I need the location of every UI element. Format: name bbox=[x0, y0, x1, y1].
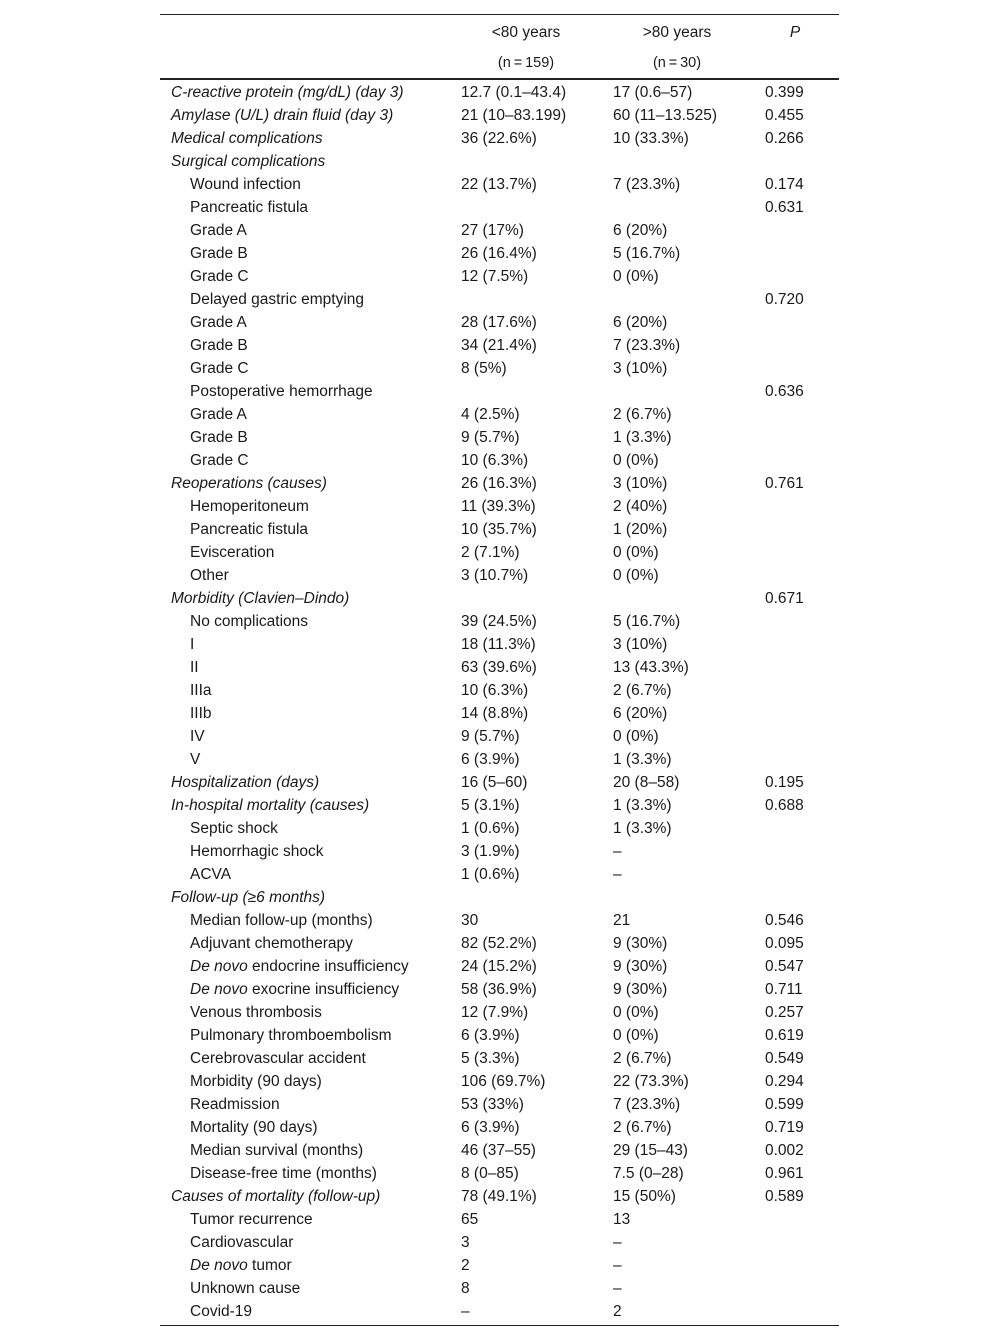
row-label: Readmission bbox=[190, 1096, 280, 1113]
table-row bbox=[160, 863, 839, 886]
value-under-80: 2 (7.1%) bbox=[461, 544, 520, 561]
row-label: V bbox=[190, 751, 201, 768]
table-row bbox=[160, 725, 839, 748]
table-row bbox=[160, 541, 839, 564]
row-label-text: tumor bbox=[252, 1257, 292, 1274]
header-under-80-n: (n = 159) bbox=[497, 55, 555, 71]
value-over-80: 0 (0%) bbox=[613, 268, 659, 285]
value-under-80: 2 bbox=[461, 1257, 470, 1274]
row-label: Grade C bbox=[190, 268, 249, 285]
value-over-80: 0 (0%) bbox=[613, 1027, 659, 1044]
p-value: 0.589 bbox=[765, 1188, 804, 1205]
value-over-80: – bbox=[613, 1257, 622, 1274]
row-label: Other bbox=[190, 567, 229, 584]
value-under-80: 63 (39.6%) bbox=[461, 659, 537, 676]
p-value: 0.266 bbox=[765, 130, 804, 147]
table-row bbox=[160, 472, 839, 495]
value-under-80: 39 (24.5%) bbox=[461, 613, 537, 630]
value-under-80: 5 (3.3%) bbox=[461, 1050, 520, 1067]
table-row bbox=[160, 771, 839, 794]
row-label: Cardiovascular bbox=[190, 1234, 294, 1251]
table-row bbox=[160, 909, 839, 932]
value-under-80: 4 (2.5%) bbox=[461, 406, 520, 423]
table-row bbox=[160, 495, 839, 518]
row-label: Pulmonary thromboembolism bbox=[190, 1027, 392, 1044]
value-under-80: 36 (22.6%) bbox=[461, 130, 537, 147]
value-over-80: 5 (16.7%) bbox=[613, 613, 681, 630]
row-label-text: exocrine insufficiency bbox=[252, 981, 400, 998]
value-over-80: 6 (20%) bbox=[613, 705, 668, 722]
row-label: Grade A bbox=[190, 222, 247, 239]
value-over-80: 1 (3.3%) bbox=[613, 429, 672, 446]
row-label bbox=[190, 1254, 292, 1277]
p-value: 0.547 bbox=[765, 958, 804, 975]
table-row bbox=[160, 978, 839, 1001]
table-row bbox=[160, 1185, 839, 1208]
value-under-80: 30 bbox=[461, 912, 479, 929]
row-label: Wound infection bbox=[190, 176, 301, 193]
table-row bbox=[160, 1277, 839, 1300]
p-value: 0.961 bbox=[765, 1165, 804, 1182]
row-label: Grade A bbox=[190, 406, 247, 423]
row-label bbox=[190, 978, 399, 1001]
row-label: II bbox=[190, 659, 199, 676]
row-label-italic-prefix: De novo bbox=[190, 958, 248, 975]
results-table bbox=[160, 14, 839, 1326]
row-label: Disease-free time (months) bbox=[190, 1165, 377, 1182]
value-under-80: 10 (35.7%) bbox=[461, 521, 537, 538]
row-label: Median survival (months) bbox=[190, 1142, 364, 1159]
value-over-80: 0 (0%) bbox=[613, 567, 659, 584]
value-under-80: 1 (0.6%) bbox=[461, 866, 520, 883]
table-row bbox=[160, 610, 839, 633]
value-over-80: 0 (0%) bbox=[613, 452, 659, 469]
value-over-80: 3 (10%) bbox=[613, 360, 668, 377]
p-value: 0.399 bbox=[765, 84, 804, 101]
table-row bbox=[160, 1116, 839, 1139]
row-label: In-hospital mortality (causes) bbox=[171, 797, 370, 814]
value-over-80: 6 (20%) bbox=[613, 314, 668, 331]
table-row bbox=[160, 150, 839, 173]
value-under-80: 27 (17%) bbox=[461, 222, 524, 239]
value-over-80: 9 (30%) bbox=[613, 935, 668, 952]
value-under-80: 8 bbox=[461, 1280, 470, 1297]
p-value: 0.294 bbox=[765, 1073, 804, 1090]
row-label: Causes of mortality (follow-up) bbox=[171, 1188, 381, 1205]
table-row bbox=[160, 81, 839, 104]
value-over-80: 0 (0%) bbox=[613, 1004, 659, 1021]
value-under-80: 24 (15.2%) bbox=[461, 958, 537, 975]
value-over-80: 13 bbox=[613, 1211, 631, 1228]
row-label: Median follow-up (months) bbox=[190, 912, 373, 929]
table-row bbox=[160, 817, 839, 840]
table-row bbox=[160, 219, 839, 242]
value-over-80: 7 (23.3%) bbox=[613, 337, 681, 354]
value-under-80: 3 bbox=[461, 1234, 470, 1251]
value-under-80: 10 (6.3%) bbox=[461, 452, 529, 469]
value-under-80: 58 (36.9%) bbox=[461, 981, 537, 998]
p-value: 0.257 bbox=[765, 1004, 804, 1021]
row-label bbox=[190, 955, 409, 978]
value-over-80: – bbox=[613, 1234, 622, 1251]
value-under-80: 8 (5%) bbox=[461, 360, 507, 377]
row-label: Cerebrovascular accident bbox=[190, 1050, 366, 1067]
p-value: 0.195 bbox=[765, 774, 804, 791]
row-label: Evisceration bbox=[190, 544, 275, 561]
row-label: Adjuvant chemotherapy bbox=[190, 935, 353, 952]
p-value: 0.688 bbox=[765, 797, 804, 814]
p-value: 0.002 bbox=[765, 1142, 804, 1159]
table-row bbox=[160, 564, 839, 587]
table-row bbox=[160, 1139, 839, 1162]
p-value: 0.619 bbox=[765, 1027, 804, 1044]
value-under-80: 16 (5–60) bbox=[461, 774, 528, 791]
value-over-80: – bbox=[613, 843, 622, 860]
p-value: 0.636 bbox=[765, 383, 804, 400]
value-under-80: 78 (49.1%) bbox=[461, 1188, 537, 1205]
row-label: Mortality (90 days) bbox=[190, 1119, 318, 1136]
p-value: 0.761 bbox=[765, 475, 804, 492]
row-label: IV bbox=[190, 728, 205, 745]
value-over-80: 2 (6.7%) bbox=[613, 1050, 672, 1067]
value-over-80: 15 (50%) bbox=[613, 1188, 676, 1205]
value-over-80: 9 (30%) bbox=[613, 958, 668, 975]
table-row bbox=[160, 311, 839, 334]
value-over-80: 1 (3.3%) bbox=[613, 751, 672, 768]
row-label: Morbidity (Clavien–Dindo) bbox=[171, 590, 350, 607]
row-label: I bbox=[190, 636, 195, 653]
table-row bbox=[160, 656, 839, 679]
row-label: Unknown cause bbox=[190, 1280, 301, 1297]
table-row bbox=[160, 265, 839, 288]
p-value: 0.720 bbox=[765, 291, 804, 308]
row-label: Septic shock bbox=[190, 820, 278, 837]
row-label-text: endocrine insufficiency bbox=[252, 958, 409, 975]
value-over-80: 2 (6.7%) bbox=[613, 406, 672, 423]
table-row bbox=[160, 449, 839, 472]
table-row bbox=[160, 426, 839, 449]
value-under-80: 82 (52.2%) bbox=[461, 935, 537, 952]
value-under-80: 12 (7.9%) bbox=[461, 1004, 529, 1021]
value-over-80: 1 (20%) bbox=[613, 521, 668, 538]
row-label: Grade C bbox=[190, 360, 249, 377]
value-over-80: 10 (33.3%) bbox=[613, 130, 689, 147]
value-over-80: 7.5 (0–28) bbox=[613, 1165, 684, 1182]
value-under-80: 3 (1.9%) bbox=[461, 843, 520, 860]
value-under-80: 6 (3.9%) bbox=[461, 1027, 520, 1044]
value-under-80: 12.7 (0.1–43.4) bbox=[461, 84, 567, 101]
row-label: Hemorrhagic shock bbox=[190, 843, 324, 860]
value-over-80: 13 (43.3%) bbox=[613, 659, 689, 676]
header-p-label: P bbox=[789, 24, 801, 41]
table-row bbox=[160, 840, 839, 863]
p-value: 0.549 bbox=[765, 1050, 804, 1067]
table-row bbox=[160, 633, 839, 656]
table-row bbox=[160, 1001, 839, 1024]
value-under-80: 21 (10–83.199) bbox=[461, 107, 567, 124]
table-row bbox=[160, 1162, 839, 1185]
table-row bbox=[160, 357, 839, 380]
table-row bbox=[160, 1300, 839, 1323]
table-row bbox=[160, 955, 839, 978]
value-over-80: 3 (10%) bbox=[613, 475, 668, 492]
table-row bbox=[160, 587, 839, 610]
table-row bbox=[160, 1047, 839, 1070]
value-over-80: 5 (16.7%) bbox=[613, 245, 681, 262]
value-under-80: 8 (0–85) bbox=[461, 1165, 519, 1182]
value-over-80: 3 (10%) bbox=[613, 636, 668, 653]
value-over-80: 9 (30%) bbox=[613, 981, 668, 998]
header-over-80-n: (n = 30) bbox=[652, 55, 702, 71]
value-over-80: – bbox=[613, 866, 622, 883]
value-under-80: 11 (39.3%) bbox=[461, 498, 536, 515]
table-row bbox=[160, 1093, 839, 1116]
value-over-80: 22 (73.3%) bbox=[613, 1073, 689, 1090]
row-label: ACVA bbox=[190, 866, 232, 883]
value-over-80: 2 bbox=[613, 1303, 622, 1320]
value-over-80: 20 (8–58) bbox=[613, 774, 680, 791]
table-row bbox=[160, 702, 839, 725]
header-under-80-label: <80 years bbox=[491, 24, 561, 41]
value-over-80: 1 (3.3%) bbox=[613, 797, 672, 814]
value-over-80: 2 (6.7%) bbox=[613, 682, 672, 699]
value-under-80: 65 bbox=[461, 1211, 479, 1228]
value-under-80: 26 (16.3%) bbox=[461, 475, 537, 492]
table-row bbox=[160, 794, 839, 817]
row-label: Grade C bbox=[190, 452, 249, 469]
value-under-80: 6 (3.9%) bbox=[461, 1119, 520, 1136]
value-under-80: 12 (7.5%) bbox=[461, 268, 529, 285]
p-value: 0.174 bbox=[765, 176, 804, 193]
row-label: Grade B bbox=[190, 337, 248, 354]
row-label: Venous thrombosis bbox=[190, 1004, 322, 1021]
table-row bbox=[160, 104, 839, 127]
p-value: 0.711 bbox=[765, 981, 803, 998]
row-label: Grade B bbox=[190, 245, 248, 262]
p-value: 0.455 bbox=[765, 107, 804, 124]
value-under-80: 1 (0.6%) bbox=[461, 820, 520, 837]
value-under-80: 26 (16.4%) bbox=[461, 245, 537, 262]
row-label-italic-prefix: De novo bbox=[190, 1257, 248, 1274]
table-row bbox=[160, 173, 839, 196]
value-under-80: 53 (33%) bbox=[461, 1096, 524, 1113]
table-row bbox=[160, 1024, 839, 1047]
row-label: Surgical complications bbox=[171, 153, 326, 170]
row-label: No complications bbox=[190, 613, 309, 630]
row-label: Medical complications bbox=[171, 130, 323, 147]
value-under-80: 14 (8.8%) bbox=[461, 705, 529, 722]
row-label: Follow-up (≥6 months) bbox=[171, 889, 326, 906]
value-under-80: 106 (69.7%) bbox=[461, 1073, 546, 1090]
value-under-80: 3 (10.7%) bbox=[461, 567, 529, 584]
p-value: 0.671 bbox=[765, 590, 804, 607]
table-row bbox=[160, 679, 839, 702]
table-row bbox=[160, 1254, 839, 1277]
value-under-80: 34 (21.4%) bbox=[461, 337, 537, 354]
table-body bbox=[160, 80, 839, 1323]
value-over-80: 7 (23.3%) bbox=[613, 176, 681, 193]
value-under-80: 18 (11.3%) bbox=[461, 636, 536, 653]
value-over-80: 6 (20%) bbox=[613, 222, 668, 239]
value-over-80: 0 (0%) bbox=[613, 728, 659, 745]
value-under-80: 6 (3.9%) bbox=[461, 751, 520, 768]
row-label: IIIa bbox=[190, 682, 212, 699]
table-row bbox=[160, 127, 839, 150]
row-label: Morbidity (90 days) bbox=[190, 1073, 322, 1090]
table-row bbox=[160, 380, 839, 403]
value-under-80: 9 (5.7%) bbox=[461, 728, 520, 745]
bottom-rule bbox=[160, 1325, 839, 1326]
value-over-80: 2 (6.7%) bbox=[613, 1119, 672, 1136]
table-row bbox=[160, 518, 839, 541]
value-under-80: 28 (17.6%) bbox=[461, 314, 537, 331]
table-header bbox=[160, 15, 839, 78]
table-row bbox=[160, 403, 839, 426]
table-row bbox=[160, 932, 839, 955]
value-over-80: 21 bbox=[613, 912, 631, 929]
table-row bbox=[160, 1208, 839, 1231]
value-over-80: – bbox=[613, 1280, 622, 1297]
p-value: 0.631 bbox=[765, 199, 804, 216]
row-label: Hemoperitoneum bbox=[190, 498, 309, 515]
p-value: 0.546 bbox=[765, 912, 804, 929]
value-over-80: 7 (23.3%) bbox=[613, 1096, 681, 1113]
value-under-80: 9 (5.7%) bbox=[461, 429, 520, 446]
row-label: Postoperative hemorrhage bbox=[190, 383, 373, 400]
row-label: Delayed gastric emptying bbox=[190, 291, 365, 308]
value-over-80: 0 (0%) bbox=[613, 544, 659, 561]
row-label: Tumor recurrence bbox=[190, 1211, 313, 1228]
header-over-80-label: >80 years bbox=[642, 24, 712, 41]
row-label: Grade A bbox=[190, 314, 247, 331]
row-label: Hospitalization (days) bbox=[171, 774, 320, 791]
table-row bbox=[160, 196, 839, 219]
value-under-80: 5 (3.1%) bbox=[461, 797, 520, 814]
row-label: Grade B bbox=[190, 429, 248, 446]
value-over-80: 29 (15–43) bbox=[613, 1142, 688, 1159]
table-row bbox=[160, 886, 839, 909]
row-label-italic-prefix: De novo bbox=[190, 981, 248, 998]
p-value: 0.599 bbox=[765, 1096, 804, 1113]
row-label: Pancreatic fistula bbox=[190, 521, 309, 538]
p-value: 0.095 bbox=[765, 935, 804, 952]
table-row bbox=[160, 334, 839, 357]
value-over-80: 17 (0.6–57) bbox=[613, 84, 693, 101]
row-label: IIIb bbox=[190, 705, 212, 722]
table-row bbox=[160, 288, 839, 311]
row-label: Reoperations (causes) bbox=[171, 475, 327, 492]
value-over-80: 1 (3.3%) bbox=[613, 820, 672, 837]
value-over-80: 2 (40%) bbox=[613, 498, 668, 515]
row-label: Pancreatic fistula bbox=[190, 199, 309, 216]
table-row bbox=[160, 1231, 839, 1254]
table-row bbox=[160, 1070, 839, 1093]
row-label: C-reactive protein (mg/dL) (day 3) bbox=[171, 84, 404, 101]
row-label: Amylase (U/L) drain fluid (day 3) bbox=[171, 107, 394, 124]
value-under-80: 22 (13.7%) bbox=[461, 176, 537, 193]
p-value: 0.719 bbox=[765, 1119, 804, 1136]
table-row bbox=[160, 242, 839, 265]
value-under-80: 46 (37–55) bbox=[461, 1142, 536, 1159]
value-over-80: 60 (11–13.525) bbox=[613, 107, 717, 124]
value-under-80: – bbox=[461, 1303, 470, 1320]
table-row bbox=[160, 748, 839, 771]
value-under-80: 10 (6.3%) bbox=[461, 682, 529, 699]
row-label: Covid-19 bbox=[190, 1303, 253, 1320]
